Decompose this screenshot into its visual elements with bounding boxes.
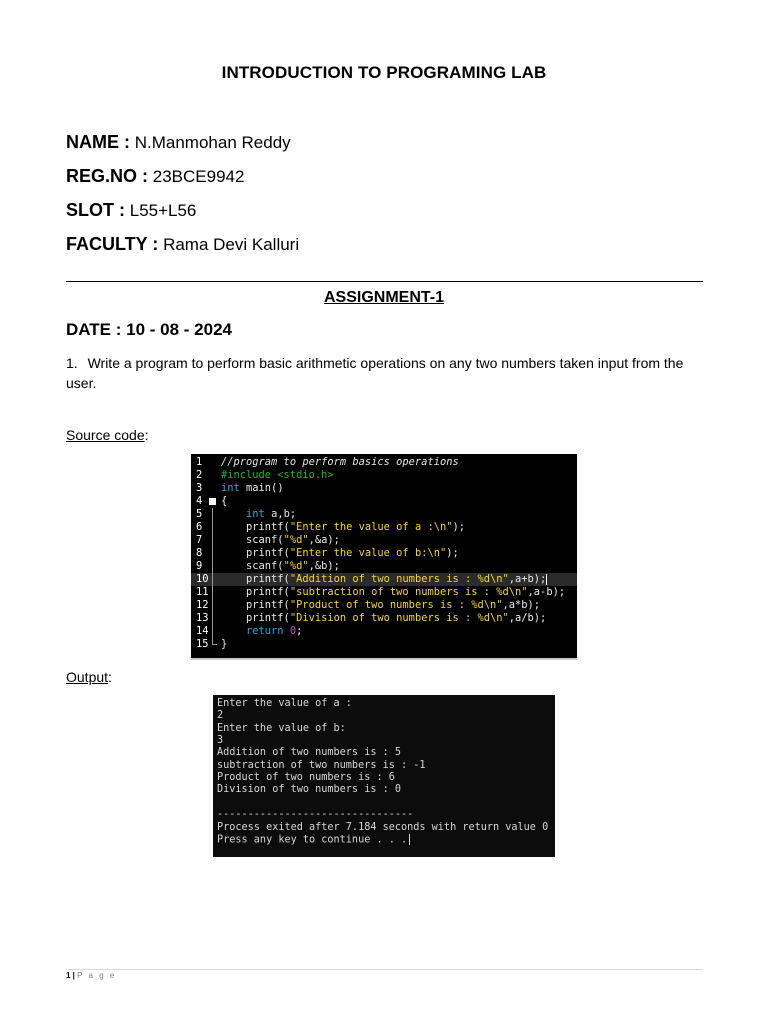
source-code-label-colon: :: [144, 427, 149, 443]
console-line: Press any key to continue . . .: [217, 834, 410, 846]
source-code-screenshot: [191, 454, 577, 660]
code-line: [191, 599, 577, 612]
code-text: printf("Division of two numbers is : %d\n",a/b);: [221, 612, 547, 624]
page-footer: [66, 971, 116, 980]
line-number: 7: [196, 534, 203, 546]
line-number: 15: [196, 638, 209, 650]
reg-value: 23BCE9942: [152, 167, 245, 186]
page-number: 1: [66, 971, 71, 980]
code-text: }: [221, 638, 228, 650]
source-code-label: [66, 427, 149, 443]
faculty-label: FACULTY :: [66, 234, 159, 254]
code-line: [191, 534, 577, 547]
faculty-field: [66, 234, 299, 255]
code-line: [191, 469, 577, 482]
slot-field: [66, 200, 196, 221]
output-label-colon: :: [108, 669, 112, 685]
code-text: scanf("%d",&b);: [221, 560, 340, 572]
fold-guide-end: [212, 644, 217, 645]
text-cursor: [546, 574, 547, 585]
line-number: 1: [196, 456, 203, 468]
line-number: 5: [196, 508, 203, 520]
code-line: [191, 495, 577, 508]
code-line: [191, 521, 577, 534]
line-number: 14: [196, 625, 209, 637]
line-number: 13: [196, 612, 209, 624]
line-number: 12: [196, 599, 209, 611]
output-label-text: Output: [66, 669, 109, 685]
code-line: [191, 508, 577, 521]
code-line: [191, 638, 577, 651]
slot-label: SLOT :: [66, 200, 125, 220]
line-number: 8: [196, 547, 203, 559]
console-line: Product of two numbers is : 6: [217, 772, 395, 784]
line-number: 9: [196, 560, 203, 572]
code-text: printf("Addition of two numbers is : %d\n",a+b);: [221, 573, 547, 585]
code-text: printf("Enter the value of b:\n");: [221, 547, 459, 559]
code-line: [191, 625, 577, 638]
name-label: NAME :: [66, 132, 130, 152]
code-line: [191, 586, 577, 599]
source-code-label-text: Source code: [66, 427, 145, 443]
slot-value: L55+L56: [129, 201, 197, 220]
code-line: [191, 573, 577, 586]
code-text: int main(): [221, 482, 284, 494]
line-number: 4: [196, 495, 203, 507]
console-output-screenshot: [213, 695, 555, 857]
code-text: //program to perform basics operations: [221, 456, 459, 468]
console-line: Enter the value of a :: [217, 698, 352, 709]
console-line: Addition of two numbers is : 5: [217, 747, 402, 759]
code-text: #include <stdio.h>: [221, 469, 334, 481]
question-body: Write a program to perform basic arithmetic operations on any two numbers taken input from the user.: [66, 355, 684, 391]
console-line: 2: [217, 710, 224, 722]
code-line: [191, 560, 577, 573]
code-text: scanf("%d",&a);: [221, 534, 340, 546]
output-label: [66, 669, 112, 685]
code-line: [191, 612, 577, 625]
console-line: 3: [217, 735, 224, 747]
name-field: [66, 132, 291, 153]
fold-guide: [212, 508, 213, 644]
code-line: [191, 456, 577, 469]
page-label: P a g e: [77, 971, 117, 980]
question-text: [66, 353, 706, 393]
console-line: Enter the value of b:: [217, 722, 346, 734]
line-number: 11: [196, 586, 209, 598]
code-text: return 0;: [246, 625, 303, 637]
fold-toggle-icon[interactable]: [209, 498, 216, 505]
terminal-cursor: [409, 834, 410, 845]
code-line: [191, 482, 577, 495]
code-text: printf("Product of two numbers is : %d\n",a*b);: [221, 599, 541, 611]
console-line: subtraction of two numbers is : -1: [217, 759, 426, 771]
code-line: [191, 547, 577, 560]
code-text: int a,b;: [246, 508, 297, 520]
name-value: N.Manmohan Reddy: [134, 133, 291, 152]
console-line: --------------------------------: [217, 809, 414, 821]
line-number: 2: [196, 469, 203, 481]
code-text: {: [221, 495, 228, 507]
line-number: 3: [196, 482, 203, 494]
line-number: 6: [196, 521, 203, 533]
code-text: printf("Enter the value of a :\n");: [221, 521, 465, 533]
reg-field: [66, 166, 244, 187]
page-separator: |: [70, 971, 78, 980]
question-number: 1.: [66, 355, 78, 371]
code-text: printf("subtraction of two numbers is : %d\n",a-b);: [221, 586, 566, 598]
faculty-value: Rama Devi Kalluri: [163, 235, 300, 254]
assignment-heading: ASSIGNMENT-1: [323, 289, 444, 306]
document-title: INTRODUCTION TO PROGRAMING LAB: [221, 63, 547, 82]
console-line: Division of two numbers is : 0: [217, 784, 402, 796]
reg-label: REG.NO :: [66, 166, 149, 186]
console-line: Process exited after 7.184 seconds with return value 0: [217, 821, 549, 833]
line-number: 10: [196, 573, 209, 585]
footer-divider: [66, 969, 703, 970]
horizontal-divider: [66, 281, 703, 282]
assignment-date: DATE : 10 - 08 - 2024: [66, 320, 232, 339]
